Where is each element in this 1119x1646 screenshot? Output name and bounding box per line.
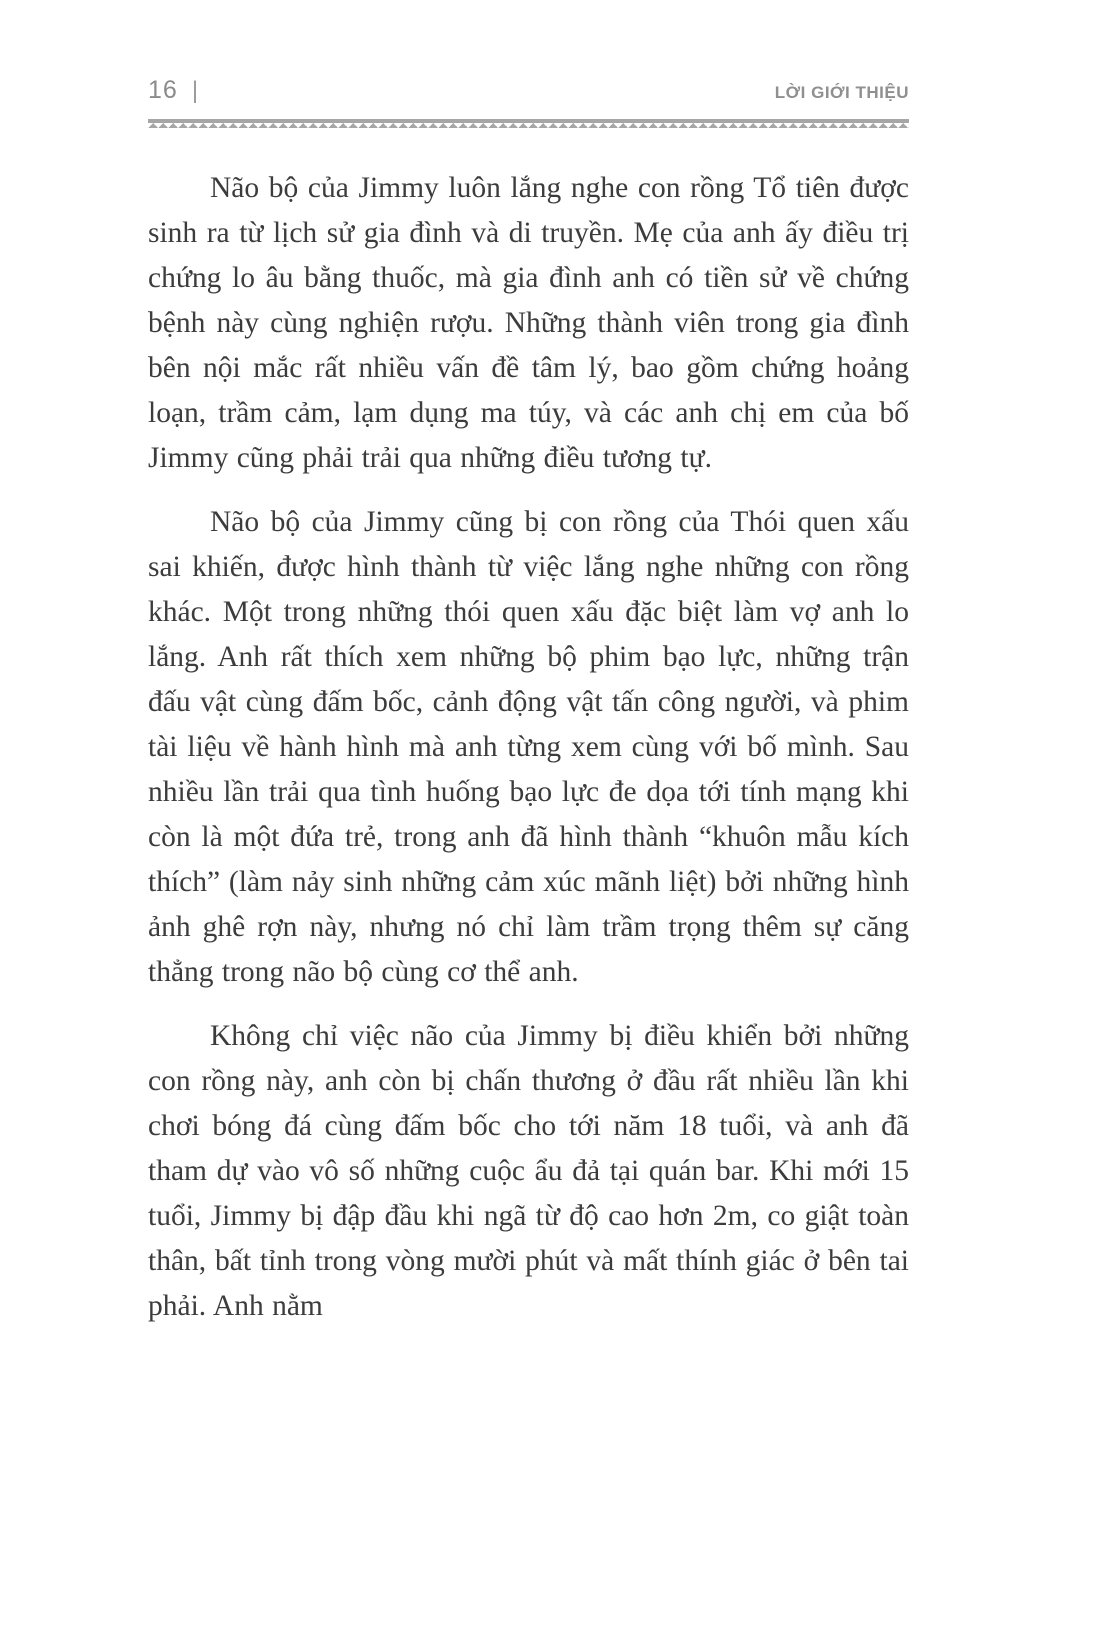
paragraph-2: Não bộ của Jimmy cũng bị con rồng của Thói quen xấu sai khiến, được hình thành từ việc lắng nghe những con rồng khác. Một trong những thói quen xấu đặc biệt làm vợ anh lo lắng. Anh rất thích xem những bộ phim bạo lực, những trận đấu vật cùng đấm bốc, cảnh động vật tấn công người, và phim tài liệu về hành hình mà anh từng xem cùng với bố mình. Sau nhiều lần trải qua tình huống bạo lực đe dọa tới tính mạng khi còn là một đứa trẻ, trong anh đã hình thành “khuôn mẫu kích thích” (làm nảy sinh những cảm xúc mãnh liệt) bởi những hình ảnh ghê rợn này, nhưng nó chỉ làm trầm trọng thêm sự căng thẳng trong não bộ cùng cơ thể anh. bbox=[148, 506, 909, 988]
page-header bbox=[148, 76, 909, 105]
paragraph-3: Không chỉ việc não của Jimmy bị điều khiển bởi những con rồng này, anh còn bị chấn thương ở đầu rất nhiều lần khi chơi bóng đá cùng đấm bốc cho tới năm 18 tuổi, và anh đã tham dự vào vô số những cuộc ẩu đả tại quán bar. Khi mới 15 tuổi, Jimmy bị đập đầu khi ngã từ độ cao hơn 2m, co giật toàn thân, bất tỉnh trong vòng mười phút và mất thính giác ở bên tai phải. Anh nằm bbox=[148, 1020, 909, 1322]
page-number-separator: | bbox=[191, 77, 200, 104]
page-number bbox=[148, 76, 199, 105]
header-rule-zigzag bbox=[148, 123, 909, 128]
page-number-value: 16 bbox=[148, 76, 178, 104]
running-title: LỜI GIỚI THIỆU bbox=[774, 83, 909, 102]
paragraph-1: Não bộ của Jimmy luôn lắng nghe con rồng Tổ tiên được sinh ra từ lịch sử gia đình và di truyền. Mẹ của anh ấy điều trị chứng lo âu bằng thuốc, mà gia đình anh có tiền sử về chứng bệnh này cùng nghiện rượu. Những thành viên trong gia đình bên nội mắc rất nhiều vấn đề tâm lý, bao gồm chứng hoảng loạn, trầm cảm, lạm dụng ma túy, và các anh chị em của bố Jimmy cũng phải trải qua những điều tương tự. bbox=[148, 172, 909, 474]
body-text bbox=[148, 166, 909, 1329]
